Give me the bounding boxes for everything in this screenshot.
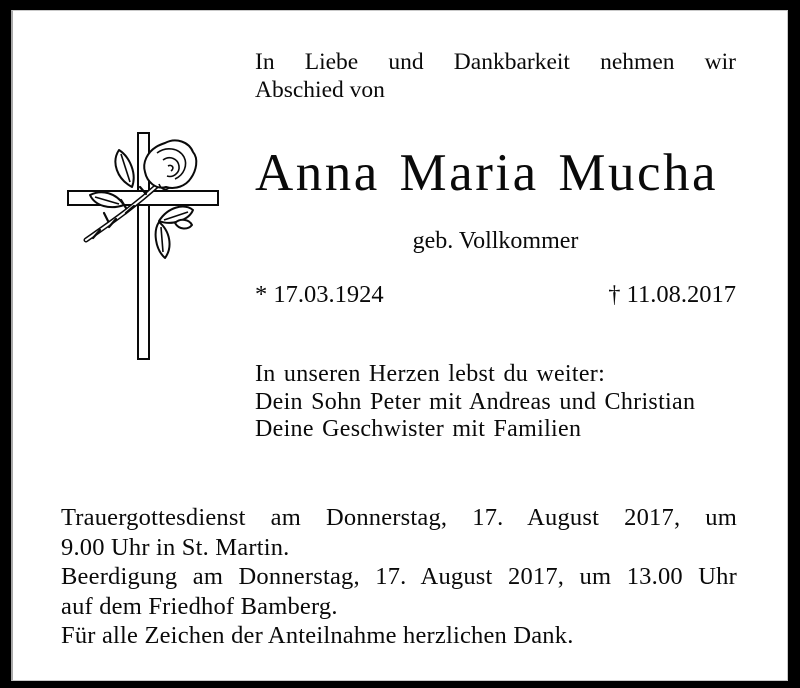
funeral-line-3: Beerdigung am Donnerstag, 17. August 2017, um 13.00 Uhr <box>61 563 737 590</box>
memorial-line-2: Dein Sohn Peter mit Andreas und Christian <box>255 388 696 415</box>
birth-date <box>255 281 384 309</box>
funeral-line-5: Für alle Zeichen der Anteilnahme herzlichen Dank. <box>61 622 574 649</box>
funeral-line-4: auf dem Friedhof Bamberg. <box>61 592 338 620</box>
funeral-line-1: Trauergottesdienst am Donnerstag, 17. August 2017, um <box>61 504 737 531</box>
maiden-name: geb. Vollkommer <box>412 228 579 254</box>
memorial-text <box>255 361 747 444</box>
intro-line-1: In Liebe und Dankbarkeit nehmen wir <box>255 49 736 75</box>
birth-date-value: 17.03.1924 <box>273 281 384 308</box>
intro-text <box>255 48 736 104</box>
funeral-line-2: 9.00 Uhr in St. Martin. <box>61 533 290 561</box>
intro-line-2: Abschied von <box>255 77 385 103</box>
death-date <box>608 281 736 309</box>
death-date-value: 11.08.2017 <box>626 281 736 308</box>
memorial-line-1: In unseren Herzen lebst du weiter: <box>255 361 606 387</box>
deceased-name: Anna Maria Mucha <box>255 144 719 202</box>
life-dates <box>255 281 736 309</box>
death-cross-symbol: † <box>608 281 621 308</box>
birth-symbol: * <box>255 281 268 308</box>
memorial-line-3: Deine Geschwister mit Familien <box>255 416 582 442</box>
funeral-details <box>61 503 737 651</box>
cross-rose-illustration <box>62 126 222 366</box>
